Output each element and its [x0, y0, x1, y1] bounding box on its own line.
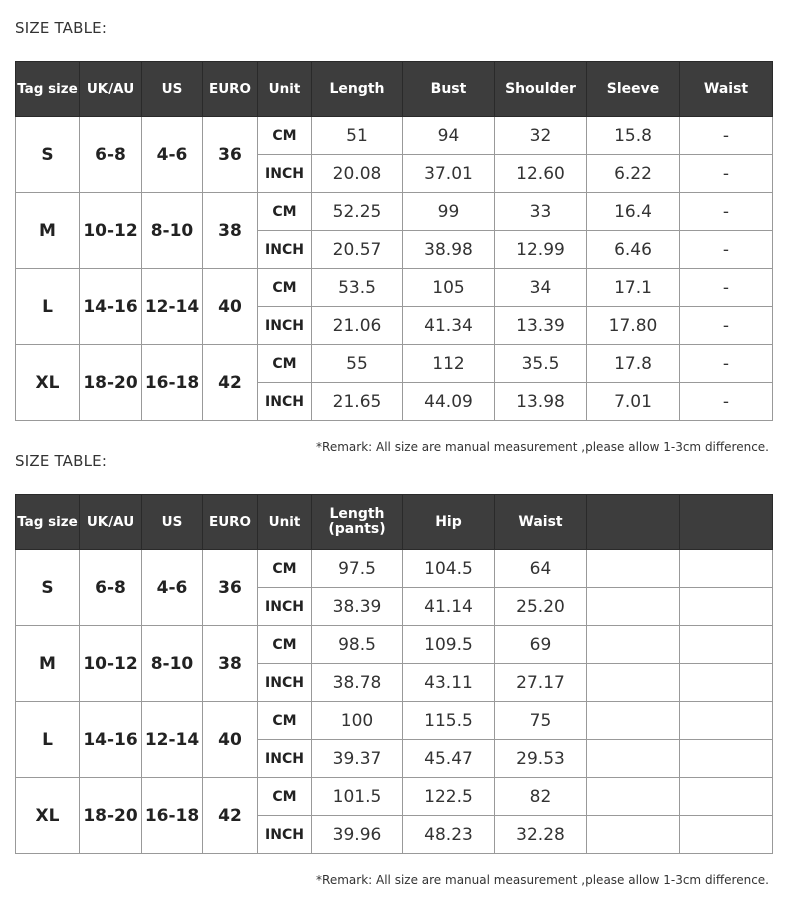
value-cell: - [680, 117, 773, 155]
unit-cell: INCH [258, 231, 312, 269]
unit-cell: CM [258, 269, 312, 307]
value-cell: 12.99 [495, 231, 587, 269]
header-us: US [142, 495, 203, 550]
value-cell [587, 740, 680, 778]
remark-note: *Remark: All size are manual measurement ,please allow 1-3cm difference. [316, 873, 769, 887]
value-cell: - [680, 345, 773, 383]
us-cell: 16-18 [142, 778, 203, 854]
unit-cell: CM [258, 702, 312, 740]
section-title: SIZE TABLE: [15, 452, 108, 470]
tag-size-cell: M [16, 193, 80, 269]
size-table-tops [15, 61, 773, 421]
table-row [16, 345, 773, 383]
header-uk-au: UK/AU [80, 62, 142, 117]
value-cell: 112 [403, 345, 495, 383]
uk-au-cell: 18-20 [80, 345, 142, 421]
uk-au-cell: 14-16 [80, 269, 142, 345]
value-cell: 94 [403, 117, 495, 155]
euro-cell: 36 [203, 117, 258, 193]
value-cell: 16.4 [587, 193, 680, 231]
unit-cell: INCH [258, 740, 312, 778]
header-row [16, 62, 773, 117]
table-row [16, 117, 773, 155]
tag-size-cell: L [16, 702, 80, 778]
value-cell: 38.98 [403, 231, 495, 269]
value-cell: 64 [495, 550, 587, 588]
value-cell [680, 740, 773, 778]
value-cell [587, 702, 680, 740]
value-cell: 17.8 [587, 345, 680, 383]
value-cell [587, 816, 680, 854]
value-cell: 6.46 [587, 231, 680, 269]
value-cell: 105 [403, 269, 495, 307]
value-cell: 115.5 [403, 702, 495, 740]
unit-cell: CM [258, 345, 312, 383]
tag-size-cell: M [16, 626, 80, 702]
tag-size-cell: XL [16, 345, 80, 421]
value-cell [587, 588, 680, 626]
value-cell: 53.5 [312, 269, 403, 307]
value-cell: 32.28 [495, 816, 587, 854]
value-cell: 39.37 [312, 740, 403, 778]
value-cell: 97.5 [312, 550, 403, 588]
tag-size-cell: S [16, 117, 80, 193]
unit-cell: INCH [258, 383, 312, 421]
value-cell: 55 [312, 345, 403, 383]
value-cell: 29.53 [495, 740, 587, 778]
value-cell: 98.5 [312, 626, 403, 664]
header-bust: Bust [403, 62, 495, 117]
header-hip: Hip [403, 495, 495, 550]
unit-cell: CM [258, 117, 312, 155]
uk-au-cell: 18-20 [80, 778, 142, 854]
uk-au-cell: 10-12 [80, 626, 142, 702]
euro-cell: 40 [203, 702, 258, 778]
tag-size-cell: S [16, 550, 80, 626]
value-cell: 12.60 [495, 155, 587, 193]
value-cell: 45.47 [403, 740, 495, 778]
value-cell: - [680, 231, 773, 269]
us-cell: 16-18 [142, 345, 203, 421]
section-title: SIZE TABLE: [15, 19, 108, 37]
header-waist: Waist [495, 495, 587, 550]
value-cell: 7.01 [587, 383, 680, 421]
value-cell: 20.57 [312, 231, 403, 269]
value-cell: 38.78 [312, 664, 403, 702]
value-cell [680, 816, 773, 854]
header-euro: EURO [203, 495, 258, 550]
header-length: Length [312, 62, 403, 117]
value-cell: 51 [312, 117, 403, 155]
us-cell: 8-10 [142, 626, 203, 702]
euro-cell: 38 [203, 193, 258, 269]
header-tag-size: Tag size [16, 495, 80, 550]
value-cell: 35.5 [495, 345, 587, 383]
table-row [16, 702, 773, 740]
unit-cell: INCH [258, 664, 312, 702]
us-cell: 4-6 [142, 550, 203, 626]
euro-cell: 42 [203, 345, 258, 421]
us-cell: 12-14 [142, 269, 203, 345]
header-sleeve: Sleeve [587, 62, 680, 117]
table-row [16, 269, 773, 307]
value-cell: - [680, 193, 773, 231]
value-cell: 48.23 [403, 816, 495, 854]
header-shoulder: Shoulder [495, 62, 587, 117]
unit-cell: INCH [258, 588, 312, 626]
value-cell [587, 550, 680, 588]
value-cell: 20.08 [312, 155, 403, 193]
us-cell: 12-14 [142, 702, 203, 778]
value-cell: 6.22 [587, 155, 680, 193]
tag-size-cell: L [16, 269, 80, 345]
value-cell: - [680, 383, 773, 421]
unit-cell: CM [258, 626, 312, 664]
header-empty [680, 495, 773, 550]
header-empty [587, 495, 680, 550]
euro-cell: 40 [203, 269, 258, 345]
uk-au-cell: 6-8 [80, 550, 142, 626]
value-cell [587, 778, 680, 816]
value-cell [680, 702, 773, 740]
header-unit: Unit [258, 495, 312, 550]
header-tag-size: Tag size [16, 62, 80, 117]
euro-cell: 42 [203, 778, 258, 854]
value-cell: 44.09 [403, 383, 495, 421]
value-cell: 39.96 [312, 816, 403, 854]
value-cell: 41.34 [403, 307, 495, 345]
value-cell: 82 [495, 778, 587, 816]
header-uk-au: UK/AU [80, 495, 142, 550]
value-cell: 32 [495, 117, 587, 155]
value-cell: - [680, 269, 773, 307]
value-cell: 13.39 [495, 307, 587, 345]
value-cell: 43.11 [403, 664, 495, 702]
unit-cell: CM [258, 193, 312, 231]
euro-cell: 38 [203, 626, 258, 702]
value-cell: 99 [403, 193, 495, 231]
value-cell: 104.5 [403, 550, 495, 588]
value-cell: 21.65 [312, 383, 403, 421]
value-cell: 52.25 [312, 193, 403, 231]
value-cell: 17.1 [587, 269, 680, 307]
us-cell: 4-6 [142, 117, 203, 193]
value-cell: 38.39 [312, 588, 403, 626]
value-cell [680, 778, 773, 816]
uk-au-cell: 14-16 [80, 702, 142, 778]
value-cell [680, 550, 773, 588]
value-cell [587, 626, 680, 664]
table-row [16, 193, 773, 231]
value-cell [587, 664, 680, 702]
value-cell: 27.17 [495, 664, 587, 702]
table-row [16, 626, 773, 664]
remark-note: *Remark: All size are manual measurement ,please allow 1-3cm difference. [316, 440, 769, 454]
header-euro: EURO [203, 62, 258, 117]
euro-cell: 36 [203, 550, 258, 626]
header-waist: Waist [680, 62, 773, 117]
header-row [16, 495, 773, 550]
unit-cell: INCH [258, 307, 312, 345]
value-cell: 41.14 [403, 588, 495, 626]
value-cell: 69 [495, 626, 587, 664]
value-cell: 21.06 [312, 307, 403, 345]
tag-size-cell: XL [16, 778, 80, 854]
value-cell [680, 664, 773, 702]
header-length-pants: Length (pants) [312, 495, 403, 550]
value-cell: 34 [495, 269, 587, 307]
value-cell: - [680, 307, 773, 345]
value-cell: 15.8 [587, 117, 680, 155]
value-cell: 37.01 [403, 155, 495, 193]
size-table-pants [15, 494, 773, 854]
value-cell: 109.5 [403, 626, 495, 664]
value-cell: 33 [495, 193, 587, 231]
value-cell: 75 [495, 702, 587, 740]
value-cell: 25.20 [495, 588, 587, 626]
unit-cell: CM [258, 550, 312, 588]
value-cell: 122.5 [403, 778, 495, 816]
value-cell: 100 [312, 702, 403, 740]
us-cell: 8-10 [142, 193, 203, 269]
header-unit: Unit [258, 62, 312, 117]
unit-cell: INCH [258, 155, 312, 193]
value-cell: 17.80 [587, 307, 680, 345]
unit-cell: CM [258, 778, 312, 816]
uk-au-cell: 6-8 [80, 117, 142, 193]
value-cell: 13.98 [495, 383, 587, 421]
unit-cell: INCH [258, 816, 312, 854]
value-cell [680, 626, 773, 664]
value-cell: 101.5 [312, 778, 403, 816]
table-row [16, 550, 773, 588]
table-row [16, 778, 773, 816]
value-cell: - [680, 155, 773, 193]
uk-au-cell: 10-12 [80, 193, 142, 269]
value-cell [680, 588, 773, 626]
header-us: US [142, 62, 203, 117]
